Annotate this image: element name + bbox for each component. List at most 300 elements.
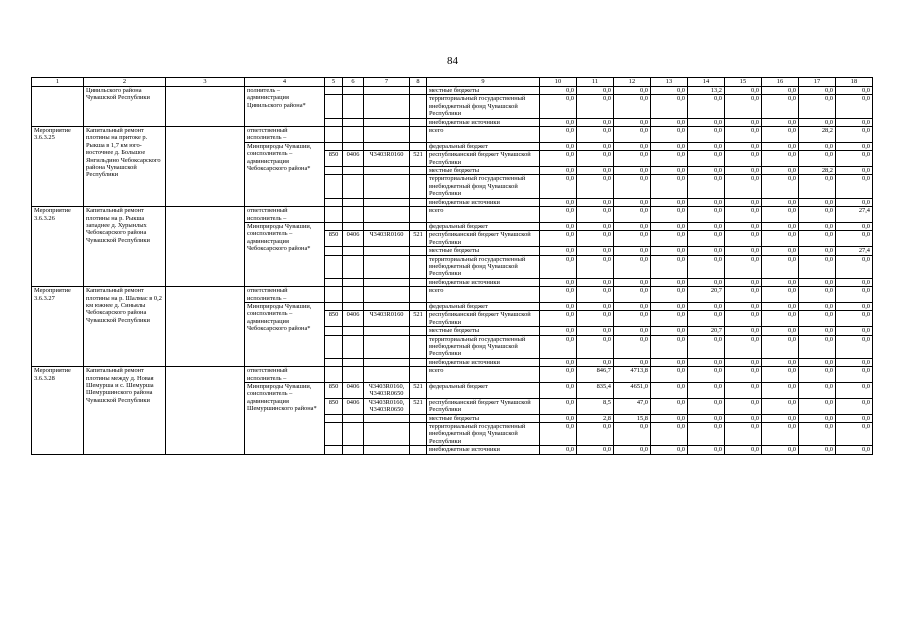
code-cell: [364, 142, 410, 150]
funding-source-cell: федеральный бюджет: [427, 142, 540, 150]
value-cell: 0,0: [836, 287, 873, 303]
code-cell: [410, 142, 427, 150]
executor-cell: ответственный исполнитель –: [245, 207, 325, 223]
value-cell: 0,0: [651, 87, 688, 95]
value-cell: 0,0: [540, 327, 577, 335]
value-cell: 0,0: [651, 414, 688, 422]
value-cell: 28,2: [799, 167, 836, 175]
funding-source-cell: местные бюджеты: [427, 87, 540, 95]
value-cell: 0,0: [725, 127, 762, 143]
value-cell: 0,0: [725, 302, 762, 310]
code-cell: [343, 222, 364, 230]
code-cell: 850: [325, 311, 343, 327]
code-cell: [410, 423, 427, 446]
code-cell: 521: [410, 231, 427, 247]
code-cell: [325, 335, 343, 358]
code-cell: [364, 287, 410, 303]
value-cell: 0,0: [614, 95, 651, 118]
value-cell: 0,0: [836, 278, 873, 286]
value-cell: 835,4: [577, 383, 614, 399]
code-cell: [325, 302, 343, 310]
code-cell: [325, 198, 343, 206]
code-cell: [343, 278, 364, 286]
value-cell: 0,0: [836, 367, 873, 383]
value-cell: 0,0: [762, 311, 799, 327]
code-cell: [364, 175, 410, 198]
value-cell: 0,0: [725, 142, 762, 150]
value-cell: 0,0: [836, 95, 873, 118]
header-cell: 13: [651, 78, 688, 87]
value-cell: 0,0: [688, 278, 725, 286]
value-cell: 0,0: [577, 255, 614, 278]
code-cell: [364, 423, 410, 446]
funding-source-cell: федеральный бюджет: [427, 222, 540, 230]
value-cell: 0,0: [540, 383, 577, 399]
executor-cell: ответственный исполнитель –: [245, 287, 325, 303]
funding-source-cell: всего: [427, 287, 540, 303]
value-cell: 0,0: [762, 327, 799, 335]
code-cell: [364, 255, 410, 278]
value-cell: 0,0: [577, 231, 614, 247]
value-cell: 0,0: [799, 367, 836, 383]
value-cell: 0,0: [836, 327, 873, 335]
value-cell: 0,0: [688, 247, 725, 255]
table-row: [32, 87, 873, 95]
value-cell: 0,0: [577, 278, 614, 286]
code-cell: [364, 95, 410, 118]
value-cell: 0,0: [799, 95, 836, 118]
value-cell: 0,0: [614, 423, 651, 446]
header-cell: 8: [410, 78, 427, 87]
header-cell: 14: [688, 78, 725, 87]
value-cell: 0,0: [725, 255, 762, 278]
value-cell: 0,0: [540, 231, 577, 247]
code-cell: 0406: [343, 311, 364, 327]
code-cell: [343, 358, 364, 366]
value-cell: 0,0: [836, 423, 873, 446]
value-cell: 0,0: [651, 198, 688, 206]
value-cell: 0,0: [577, 311, 614, 327]
code-cell: 521: [410, 383, 427, 399]
value-cell: 0,0: [577, 118, 614, 126]
value-cell: 0,0: [540, 287, 577, 303]
measure-name-cell: Капитальный ремонт плотины на р. Шалмас в 0,2 км южнее д. Синьялы Чебоксарского района Чувашской Республики: [84, 287, 166, 367]
value-cell: 0,0: [799, 207, 836, 223]
code-cell: 521: [410, 151, 427, 167]
value-cell: 0,0: [688, 95, 725, 118]
value-cell: 0,0: [651, 95, 688, 118]
value-cell: 0,0: [836, 231, 873, 247]
code-cell: [343, 423, 364, 446]
value-cell: 0,0: [688, 175, 725, 198]
value-cell: 0,0: [799, 287, 836, 303]
code-cell: [410, 175, 427, 198]
value-cell: 0,0: [799, 446, 836, 454]
value-cell: 0,0: [762, 423, 799, 446]
funding-source-cell: территориальный государственный внебюджетный фонд Чувашской Республики: [427, 95, 540, 118]
code-cell: [325, 414, 343, 422]
value-cell: 0,0: [614, 118, 651, 126]
value-cell: 0,0: [725, 383, 762, 399]
code-cell: [343, 446, 364, 454]
value-cell: 0,0: [836, 414, 873, 422]
value-cell: 0,0: [799, 278, 836, 286]
header-cell: 15: [725, 78, 762, 87]
value-cell: 0,0: [651, 167, 688, 175]
measure-name-cell: Цивильского района Чувашской Республики: [84, 87, 166, 127]
value-cell: 0,0: [540, 247, 577, 255]
code-cell: [343, 367, 364, 383]
code-cell: 0406: [343, 383, 364, 399]
value-cell: 0,0: [540, 95, 577, 118]
value-cell: 0,0: [614, 287, 651, 303]
value-cell: 27,4: [836, 207, 873, 223]
code-cell: [343, 167, 364, 175]
code-cell: [325, 95, 343, 118]
value-cell: 0,0: [836, 335, 873, 358]
value-cell: 0,0: [651, 175, 688, 198]
code-cell: [410, 287, 427, 303]
code-cell: Ч3403R0160: [364, 151, 410, 167]
value-cell: 0,0: [614, 231, 651, 247]
value-cell: 0,0: [762, 95, 799, 118]
value-cell: 0,0: [651, 118, 688, 126]
value-cell: 0,0: [540, 358, 577, 366]
value-cell: 0,0: [688, 311, 725, 327]
code-cell: [410, 95, 427, 118]
code-cell: [364, 167, 410, 175]
value-cell: 0,0: [688, 222, 725, 230]
code-cell: [410, 118, 427, 126]
value-cell: 0,0: [540, 87, 577, 95]
measure-id-cell: Мероприятие 3.6.3.27: [32, 287, 84, 367]
table-row: [32, 287, 873, 303]
code-cell: [410, 358, 427, 366]
code-cell: [325, 142, 343, 150]
funding-source-cell: территориальный государственный внебюджетный фонд Чувашской Республики: [427, 423, 540, 446]
funding-source-cell: всего: [427, 127, 540, 143]
value-cell: 0,0: [651, 222, 688, 230]
code-cell: [364, 335, 410, 358]
executor-cell: Минприроды Чувашии, соисполнитель – администрация Чебоксарского района*: [245, 142, 325, 206]
value-cell: 0,0: [762, 198, 799, 206]
measure-id-cell: Мероприятие 3.6.3.28: [32, 367, 84, 454]
funding-source-cell: местные бюджеты: [427, 327, 540, 335]
value-cell: 0,0: [577, 142, 614, 150]
value-cell: 0,0: [725, 414, 762, 422]
value-cell: 0,0: [799, 175, 836, 198]
code-cell: [343, 95, 364, 118]
header-cell: 5: [325, 78, 343, 87]
value-cell: 0,0: [577, 327, 614, 335]
empty-cell: [166, 367, 245, 454]
code-cell: [343, 142, 364, 150]
empty-cell: [166, 207, 245, 287]
value-cell: 0,0: [725, 118, 762, 126]
value-cell: 0,0: [762, 278, 799, 286]
funding-source-cell: внебюджетные источники: [427, 446, 540, 454]
code-cell: [343, 127, 364, 143]
value-cell: 0,0: [614, 207, 651, 223]
funding-source-cell: федеральный бюджет: [427, 383, 540, 399]
funding-source-cell: территориальный государственный внебюджетный фонд Чувашской Республики: [427, 175, 540, 198]
value-cell: 0,0: [540, 222, 577, 230]
value-cell: 0,0: [651, 127, 688, 143]
value-cell: 0,0: [836, 167, 873, 175]
executor-cell: ответственный исполнитель –: [245, 127, 325, 143]
value-cell: 0,0: [799, 231, 836, 247]
value-cell: 27,4: [836, 247, 873, 255]
code-cell: [410, 127, 427, 143]
value-cell: 0,0: [799, 151, 836, 167]
code-cell: [325, 367, 343, 383]
value-cell: 0,0: [799, 198, 836, 206]
code-cell: [343, 247, 364, 255]
code-cell: [410, 207, 427, 223]
code-cell: [410, 247, 427, 255]
funding-source-cell: местные бюджеты: [427, 247, 540, 255]
executor-cell: Минприроды Чувашии, соисполнитель – администрация Чебоксарского района*: [245, 222, 325, 286]
value-cell: 0,0: [799, 247, 836, 255]
code-cell: Ч3403R0160: [364, 231, 410, 247]
value-cell: 0,0: [799, 118, 836, 126]
value-cell: 0,0: [688, 446, 725, 454]
code-cell: [343, 255, 364, 278]
value-cell: 0,0: [836, 175, 873, 198]
value-cell: 0,0: [836, 87, 873, 95]
value-cell: 0,0: [651, 446, 688, 454]
value-cell: 0,0: [577, 95, 614, 118]
executor-cell: полнитель – администрация Цивильского района*: [245, 87, 325, 127]
code-cell: [364, 414, 410, 422]
value-cell: 0,0: [762, 302, 799, 310]
value-cell: 0,0: [540, 142, 577, 150]
value-cell: 0,0: [540, 207, 577, 223]
funding-source-cell: территориальный государственный внебюджетный фонд Чувашской Республики: [427, 255, 540, 278]
value-cell: 0,0: [540, 175, 577, 198]
code-cell: 0406: [343, 151, 364, 167]
value-cell: 0,0: [725, 287, 762, 303]
value-cell: 0,0: [836, 383, 873, 399]
code-cell: [410, 302, 427, 310]
value-cell: 0,0: [688, 167, 725, 175]
value-cell: 0,0: [725, 167, 762, 175]
value-cell: 0,0: [762, 222, 799, 230]
funding-source-cell: внебюджетные источники: [427, 118, 540, 126]
value-cell: 0,0: [725, 175, 762, 198]
funding-source-cell: местные бюджеты: [427, 414, 540, 422]
value-cell: 0,0: [836, 198, 873, 206]
code-cell: 0406: [343, 398, 364, 414]
value-cell: 47,0: [614, 398, 651, 414]
value-cell: 0,0: [799, 358, 836, 366]
value-cell: 0,0: [836, 311, 873, 327]
value-cell: 0,0: [836, 151, 873, 167]
code-cell: [343, 87, 364, 95]
code-cell: [325, 87, 343, 95]
table-row: [32, 127, 873, 143]
funding-source-cell: внебюджетные источники: [427, 358, 540, 366]
code-cell: [410, 87, 427, 95]
value-cell: 0,0: [836, 118, 873, 126]
empty-cell: [166, 87, 245, 127]
header-cell: 6: [343, 78, 364, 87]
program-measures-table: [31, 77, 873, 455]
value-cell: 0,0: [762, 167, 799, 175]
value-cell: 0,0: [577, 446, 614, 454]
value-cell: 0,0: [725, 367, 762, 383]
value-cell: 0,0: [614, 198, 651, 206]
value-cell: 0,0: [688, 358, 725, 366]
value-cell: 4713,8: [614, 367, 651, 383]
value-cell: 0,0: [651, 142, 688, 150]
value-cell: 0,0: [725, 247, 762, 255]
code-cell: 850: [325, 151, 343, 167]
value-cell: 0,0: [614, 327, 651, 335]
value-cell: 0,0: [540, 198, 577, 206]
value-cell: 0,0: [836, 222, 873, 230]
code-cell: 521: [410, 398, 427, 414]
value-cell: 0,0: [725, 311, 762, 327]
funding-source-cell: всего: [427, 367, 540, 383]
header-cell: 18: [836, 78, 873, 87]
value-cell: 0,0: [540, 423, 577, 446]
value-cell: 0,0: [762, 175, 799, 198]
code-cell: [325, 446, 343, 454]
funding-source-cell: республиканский бюджет Чувашской Республики: [427, 151, 540, 167]
code-cell: [325, 358, 343, 366]
code-cell: 521: [410, 311, 427, 327]
value-cell: 0,0: [577, 302, 614, 310]
value-cell: 0,0: [799, 87, 836, 95]
value-cell: 0,0: [688, 423, 725, 446]
code-cell: [364, 87, 410, 95]
header-cell: 17: [799, 78, 836, 87]
header-cell: 16: [762, 78, 799, 87]
value-cell: 0,0: [688, 198, 725, 206]
value-cell: 846,7: [577, 367, 614, 383]
value-cell: 0,0: [540, 446, 577, 454]
code-cell: [343, 198, 364, 206]
measure-name-cell: Капитальный ремонт плотины на р. Рыкша западнее д. Хурынлых Чебоксарского района Чувашской Республики: [84, 207, 166, 287]
value-cell: 0,0: [540, 335, 577, 358]
code-cell: [343, 335, 364, 358]
code-cell: Ч3403R0160, Ч3403R0650: [364, 383, 410, 399]
code-cell: [325, 167, 343, 175]
value-cell: 0,0: [614, 87, 651, 95]
code-cell: [410, 367, 427, 383]
value-cell: 20,7: [688, 287, 725, 303]
value-cell: 28,2: [799, 127, 836, 143]
executor-cell: ответственный исполнитель –: [245, 367, 325, 383]
value-cell: 0,0: [762, 231, 799, 247]
executor-cell: Минприроды Чувашии, соисполнитель – администрация Чебоксарского района*: [245, 302, 325, 366]
value-cell: 0,0: [725, 231, 762, 247]
value-cell: 0,0: [762, 358, 799, 366]
value-cell: 0,0: [540, 278, 577, 286]
code-cell: [410, 335, 427, 358]
value-cell: 0,0: [540, 127, 577, 143]
value-cell: 0,0: [725, 335, 762, 358]
value-cell: 0,0: [762, 335, 799, 358]
value-cell: 0,0: [577, 127, 614, 143]
code-cell: [325, 255, 343, 278]
value-cell: 0,0: [762, 247, 799, 255]
code-cell: [364, 222, 410, 230]
code-cell: [364, 302, 410, 310]
value-cell: 0,0: [762, 287, 799, 303]
value-cell: 0,0: [651, 383, 688, 399]
value-cell: 0,0: [725, 151, 762, 167]
value-cell: 0,0: [577, 207, 614, 223]
value-cell: 0,0: [614, 142, 651, 150]
code-cell: [364, 446, 410, 454]
code-cell: [364, 358, 410, 366]
value-cell: 0,0: [725, 278, 762, 286]
code-cell: [410, 255, 427, 278]
code-cell: [410, 327, 427, 335]
measure-id-cell: Мероприятие 3.6.3.25: [32, 127, 84, 207]
value-cell: 0,0: [577, 151, 614, 167]
value-cell: 0,0: [799, 255, 836, 278]
value-cell: 0,0: [762, 383, 799, 399]
value-cell: 0,0: [688, 398, 725, 414]
page-number: 84: [447, 55, 458, 67]
value-cell: 0,0: [614, 247, 651, 255]
value-cell: 0,0: [836, 255, 873, 278]
value-cell: 0,0: [799, 142, 836, 150]
code-cell: [364, 278, 410, 286]
header-cell: 1: [32, 78, 84, 87]
code-cell: [410, 278, 427, 286]
value-cell: 0,0: [651, 367, 688, 383]
value-cell: 0,0: [762, 127, 799, 143]
value-cell: 13,2: [688, 87, 725, 95]
value-cell: 0,0: [799, 311, 836, 327]
value-cell: 0,0: [762, 118, 799, 126]
value-cell: 0,0: [651, 231, 688, 247]
value-cell: 0,0: [540, 255, 577, 278]
code-cell: [343, 287, 364, 303]
value-cell: 0,0: [540, 167, 577, 175]
code-cell: [325, 287, 343, 303]
header-row: [32, 78, 873, 87]
value-cell: 0,0: [540, 367, 577, 383]
value-cell: 0,0: [688, 255, 725, 278]
value-cell: 0,0: [651, 327, 688, 335]
code-cell: [364, 118, 410, 126]
value-cell: 0,0: [577, 198, 614, 206]
value-cell: 0,0: [614, 175, 651, 198]
value-cell: 0,0: [836, 127, 873, 143]
value-cell: 0,0: [651, 335, 688, 358]
header-cell: 10: [540, 78, 577, 87]
header-cell: 12: [614, 78, 651, 87]
value-cell: 0,0: [725, 222, 762, 230]
value-cell: 0,0: [688, 151, 725, 167]
code-cell: [410, 167, 427, 175]
value-cell: 0,0: [651, 423, 688, 446]
code-cell: 850: [325, 231, 343, 247]
table-row: [32, 207, 873, 223]
value-cell: 0,0: [836, 358, 873, 366]
measure-name-cell: Капитальный ремонт плотины на притоке р. Рыкша в 1,7 км юго-восточнее д. Большое Янгильдино Чебоксарского района Чувашской Республики: [84, 127, 166, 207]
value-cell: 0,0: [540, 151, 577, 167]
value-cell: 0,0: [577, 358, 614, 366]
code-cell: 850: [325, 383, 343, 399]
value-cell: 0,0: [688, 383, 725, 399]
value-cell: 0,0: [614, 222, 651, 230]
